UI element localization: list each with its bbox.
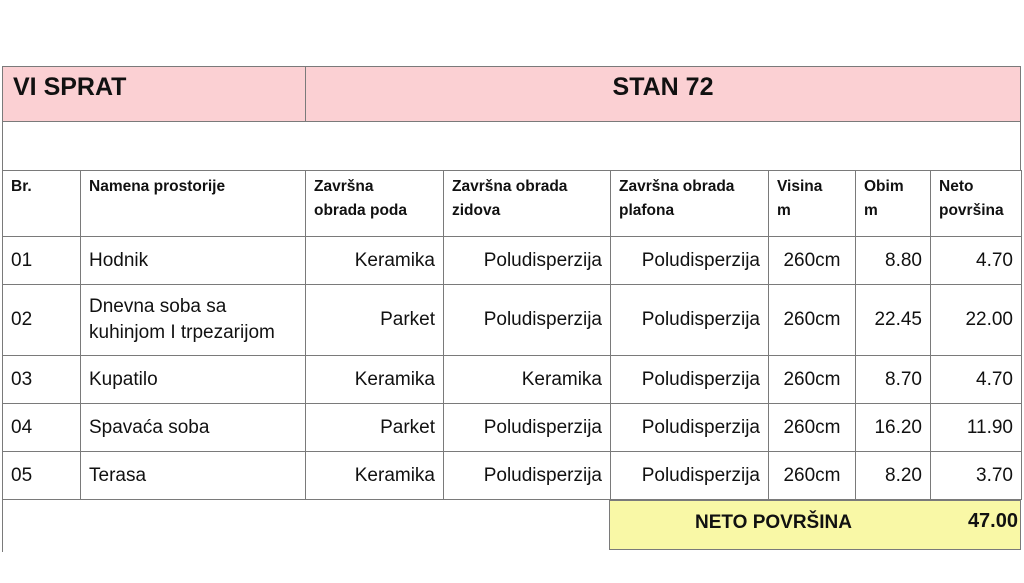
total-net-area-box [609,500,1021,550]
col-header-room-purpose: Namena prostorije [81,171,306,237]
cell-perimeter: 8.70 [856,356,931,404]
cell-number: 01 [3,237,81,285]
top-blank-area [0,0,1024,66]
cell-room-name: Spavaća soba [81,404,306,452]
table-footer-spacer [2,500,609,552]
cell-floor-finish: Keramika [306,237,444,285]
cell-wall-finish: Poludisperzija [444,404,611,452]
table-header-row [3,171,1022,237]
spacer-row [2,122,1021,170]
table-row [3,285,1022,356]
cell-net-area: 4.70 [931,356,1022,404]
floor-title: VI SPRAT [3,67,306,121]
cell-ceiling-finish: Poludisperzija [611,285,769,356]
cell-wall-finish: Keramika [444,356,611,404]
cell-net-area: 22.00 [931,285,1022,356]
col-header-net-area: Neto površina [931,171,1022,237]
cell-height: 260cm [769,285,856,356]
cell-number: 04 [3,404,81,452]
total-label: NETO POVRŠINA [695,512,852,533]
table-row [3,452,1022,500]
cell-floor-finish: Parket [306,404,444,452]
cell-perimeter: 8.80 [856,237,931,285]
table-row [3,404,1022,452]
cell-number: 05 [3,452,81,500]
col-header-wall-finish: Završna obrada zidova [444,171,611,237]
cell-floor-finish: Keramika [306,356,444,404]
cell-floor-finish: Parket [306,285,444,356]
total-value: 47.00 [967,510,1018,532]
cell-wall-finish: Poludisperzija [444,237,611,285]
cell-perimeter: 16.20 [856,404,931,452]
cell-net-area: 4.70 [931,237,1022,285]
col-header-number: Br. [3,171,81,237]
cell-height: 260cm [769,237,856,285]
cell-height: 260cm [769,404,856,452]
cell-net-area: 11.90 [931,404,1022,452]
cell-wall-finish: Poludisperzija [444,285,611,356]
cell-ceiling-finish: Poludisperzija [611,237,769,285]
col-header-perimeter: Obim m [856,171,931,237]
cell-perimeter: 8.20 [856,452,931,500]
cell-room-name: Terasa [81,452,306,500]
apartment-header [2,66,1021,122]
rooms-table [2,170,1022,500]
cell-number: 03 [3,356,81,404]
cell-room-name: Kupatilo [81,356,306,404]
col-header-ceiling-finish: Završna obrada plafona [611,171,769,237]
col-header-height: Visina m [769,171,856,237]
cell-room-name: Hodnik [81,237,306,285]
cell-height: 260cm [769,356,856,404]
apartment-title: STAN 72 [612,73,714,101]
cell-ceiling-finish: Poludisperzija [611,356,769,404]
table-row [3,237,1022,285]
cell-net-area: 3.70 [931,452,1022,500]
cell-height: 260cm [769,452,856,500]
cell-ceiling-finish: Poludisperzija [611,452,769,500]
cell-wall-finish: Poludisperzija [444,452,611,500]
cell-floor-finish: Keramika [306,452,444,500]
cell-perimeter: 22.45 [856,285,931,356]
cell-ceiling-finish: Poludisperzija [611,404,769,452]
cell-room-name: Dnevna soba sa kuhinjom I trpezarijom [81,285,306,356]
cell-number: 02 [3,285,81,356]
col-header-floor-finish: Završna obrada poda [306,171,444,237]
table-row [3,356,1022,404]
